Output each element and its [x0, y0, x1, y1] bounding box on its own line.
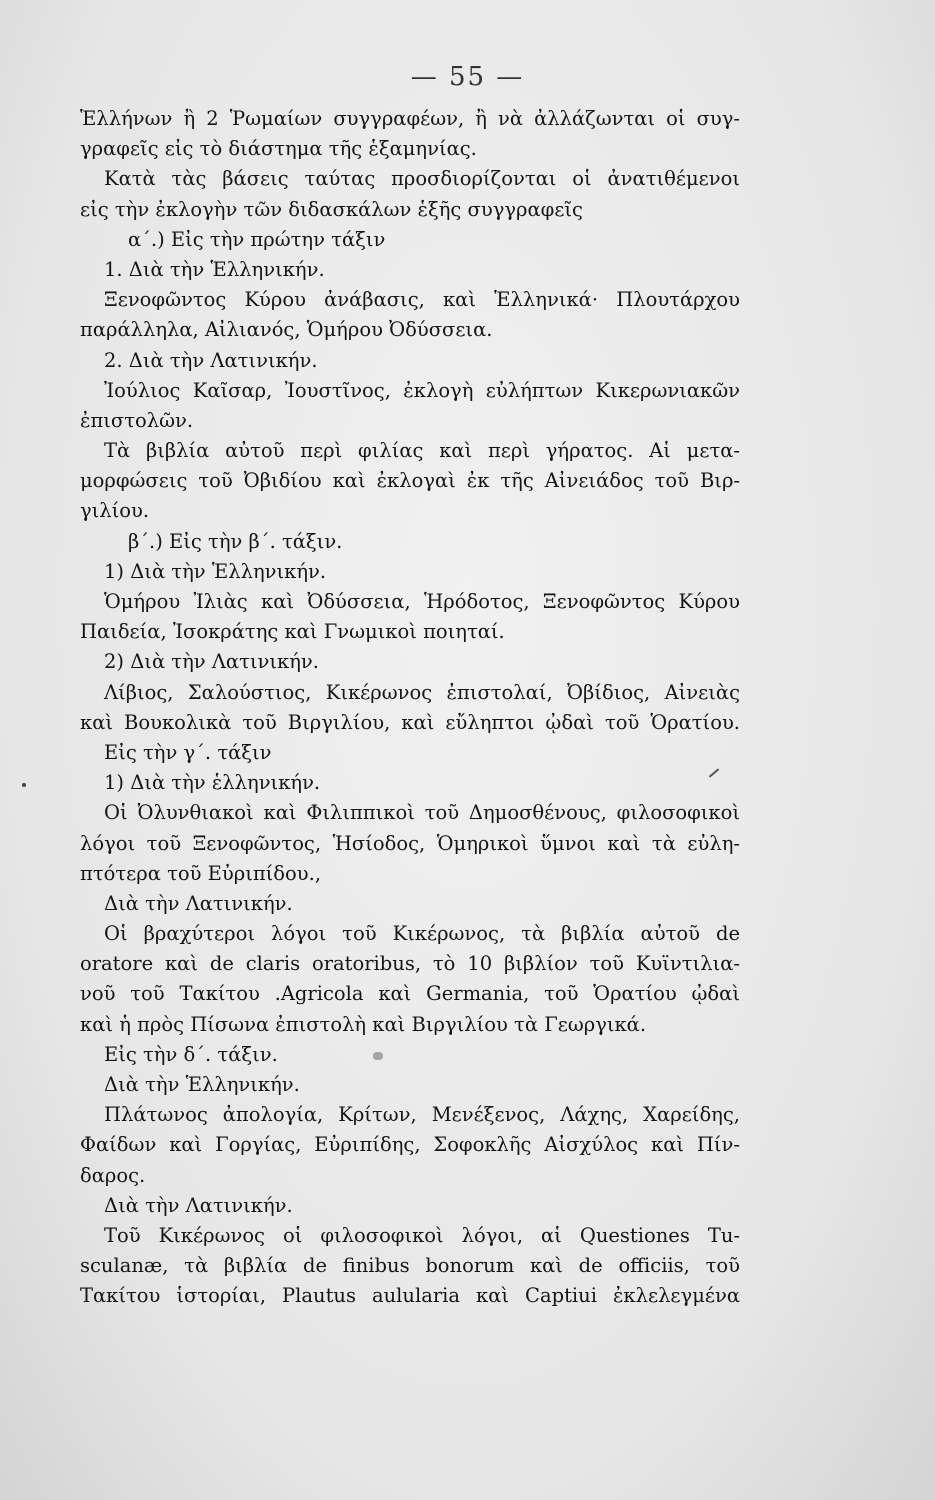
subsection-heading: 1. Διὰ τὴν Ἑλληνικήν. [104, 257, 325, 281]
text-line: Πλάτωνος ἀπολογία, Κρίτων, Μενέξενος, Λάχης, Χαρείδης, [104, 1103, 740, 1127]
text-line: Φαίδων καὶ Γοργίας, Εὐριπίδης, Σοφοκλῆς Αἰσχύλος καὶ Πίν- [80, 1133, 740, 1157]
section-heading: Εἰς τὴν δ΄. τάξιν. [104, 1042, 278, 1066]
text-line: πτότερα τοῦ Εὐριπίδου., [80, 861, 322, 885]
text-line: Ἑλλήνων ἢ 2 Ῥωμαίων συγγραφέων, ἢ νὰ ἀλλάζωνται οἱ συγ- [80, 107, 740, 130]
text-line: ἐπιστολῶν. [80, 408, 194, 432]
subsection-heading: 1) Διὰ τὴν Ἑλληνικήν. [104, 559, 327, 583]
text-line: Οἱ βραχύτεροι λόγοι τοῦ Κικέρωνος, τὰ βιβλία αὐτοῦ de [104, 922, 740, 946]
text-line: δαρος. [80, 1163, 146, 1187]
text-line: sculanæ, τὰ βιβλία de finibus bonorum καὶ de officiis, τοῦ [80, 1254, 740, 1278]
text-line: Ξενοφῶντος Κύρου ἀνάβασις, καὶ Ἑλληνικά· Πλουτάρχου [104, 288, 740, 312]
text-line: παράλληλα, Αἰλιανός, Ὁμήρου Ὀδύσσεια. [80, 318, 493, 342]
page-number: — 55 — [410, 62, 525, 92]
text-line: Οἱ Ὀλυνθιακοὶ καὶ Φιλιππικοὶ τοῦ Δημοσθένους, φιλοσοφικοὶ [104, 801, 740, 825]
subsection-heading: Διὰ τὴν Ἑλληνικήν. [104, 1073, 300, 1096]
text-line: καὶ Βουκολικὰ τοῦ Βιργιλίου, καὶ εὔληπτοι ᾠδαὶ τοῦ Ὁρατίου. [80, 710, 740, 734]
subsection-heading: Διὰ τὴν Λατινικήν. [104, 891, 293, 915]
text-line: Παιδεία, Ἰσοκράτης καὶ Γνωμικοὶ ποιηταί. [80, 620, 505, 644]
section-heading: α΄.) Εἰς τὴν πρώτην τάξιν [128, 227, 386, 251]
margin-dot [22, 783, 26, 787]
text-line: Ὁμήρου Ἰλιὰς καὶ Ὀδύσσεια, Ἡρόδοτος, Ξενοφῶντος Κύρου [104, 590, 740, 613]
text-line: Ἰούλιος Καῖσαρ, Ἰουστῖνος, ἐκλογὴ εὐλήπτων Κικερωνιακῶν [104, 378, 740, 402]
section-heading: β΄.) Εἰς τὴν β΄. τάξιν. [128, 529, 343, 553]
text-line: Κατὰ τὰς βάσεις ταύτας προσδιορίζονται οἱ ἀνατιθέμενοι [104, 167, 740, 191]
text-line: γραφεῖς εἰς τὸ διάστημα τῆς ἑξαμηνίας. [80, 137, 477, 161]
text-line: Τοῦ Κικέρωνος οἱ φιλοσοφικοὶ λόγοι, αἱ Questiones Tu- [104, 1223, 740, 1247]
text-line: μορφώσεις τοῦ Ὀβιδίου καὶ ἐκλογαὶ ἐκ τῆς Αἰνειάδος τοῦ Βιρ- [80, 469, 740, 493]
body-text [80, 104, 740, 1312]
text-line: εἰς τὴν ἐκλογὴν τῶν διδασκάλων ἑξῆς συγγραφεῖς [80, 197, 583, 221]
text-line: γιλίου. [80, 499, 150, 523]
text-line: λόγοι τοῦ Ξενοφῶντος, Ἡσίοδος, Ὁμηρικοὶ ὕμνοι καὶ τὰ εὐλη- [80, 831, 740, 855]
ink-speck [373, 1052, 383, 1060]
text-line: oratore καὶ de claris oratoribus, τὸ 10 βιβλίον τοῦ Κυϊντιλια- [80, 952, 740, 976]
text-line: Λίβιος, Σαλούστιος, Κικέρωνος ἐπιστολαί, Ὀβίδιος, Αἰνειὰς [104, 680, 740, 704]
text-line: νοῦ τοῦ Τακίτου .Agricola καὶ Germania, τοῦ Ὁρατίου ᾠδαὶ [80, 982, 740, 1006]
subsection-heading: 1) Διὰ τὴν ἑλληνικήν. [104, 771, 321, 795]
subsection-heading: Διὰ τὴν Λατινικήν. [104, 1193, 293, 1217]
text-line: Τακίτου ἱστορίαι, Plautus aulularia καὶ Captiui ἐκλελεγμένα [80, 1284, 740, 1308]
text-line: καὶ ἡ πρὸς Πίσωνα ἐπιστολὴ καὶ Βιργιλίου τὰ Γεωργικά. [80, 1012, 647, 1036]
subsection-heading: 2. Διὰ τὴν Λατινικήν. [104, 348, 318, 372]
text-line: Τὰ βιβλία αὐτοῦ περὶ φιλίας καὶ περὶ γήρατος. Αἱ μετα- [104, 439, 740, 463]
subsection-heading: 2) Διὰ τὴν Λατινικήν. [104, 650, 319, 674]
section-heading: Εἰς τὴν γ΄. τάξιν [104, 740, 272, 764]
